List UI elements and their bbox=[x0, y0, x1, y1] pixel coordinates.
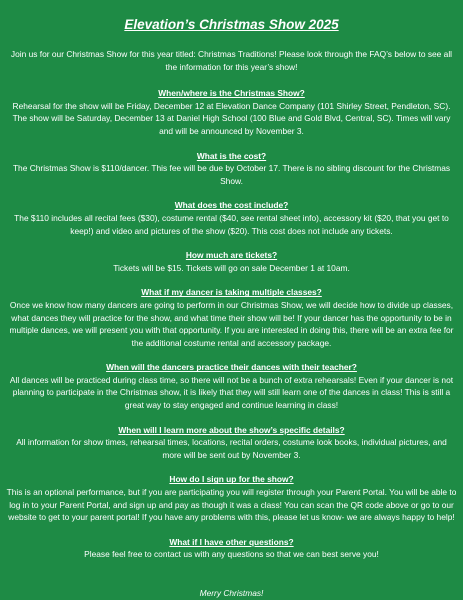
faq-answer: Once we know how many dancers are going to perform in our Christmas Show, we will decide how to divide up classes, what dances they will practice for the show, and what time their show will be! If your dancer has the opportunity to be in multiple dances, we will present you with that opportunity. If you are interested in doing this, there will be an extra fee for the additional costume rental and accessory package. bbox=[9, 299, 454, 348]
faq-answer: Tickets will be $15. Tickets will go on sale December 1 at 10am. bbox=[113, 262, 350, 273]
faq-section-cost-includes bbox=[6, 199, 457, 237]
faq-section-cost bbox=[6, 150, 457, 188]
faq-question: What is the cost? bbox=[196, 150, 267, 161]
faq-answer: All information for show times, rehearsal times, locations, recital orders, costume look books, individual pictures, and more will be sent out by November 3. bbox=[16, 437, 447, 460]
faq-section-practice bbox=[6, 361, 457, 411]
faq-answer: Please feel free to contact us with any questions so that we can best serve you! bbox=[84, 549, 379, 560]
faq-section-other-questions bbox=[6, 536, 457, 561]
faq-answer: The Christmas Show is $110/dancer. This fee will be due by October 17. There is no sibling discount for the Christmas Show. bbox=[12, 163, 451, 186]
faq-question: How much are tickets? bbox=[185, 250, 278, 261]
closing-greeting: Merry Christmas! bbox=[199, 588, 264, 598]
faq-answer: Rehearsal for the show will be Friday, December 12 at Elevation Dance Company (101 Shirley Street, Pendleton, SC). The show will be Saturday, December 13 at Daniel High School (100 Blue and Gold Blvd, Central, SC). Times will vary and will be announced by November 3. bbox=[12, 100, 451, 136]
faq-section-details bbox=[6, 424, 457, 462]
faq-section-tickets bbox=[6, 249, 457, 274]
faq-section-sign-up bbox=[6, 473, 457, 523]
intro-paragraph: Join us for our Christmas Show for this year titled: Christmas Traditions! Please look through the FAQ’s below to see all the information for this year’s show! bbox=[10, 49, 453, 72]
faq-answer: The $110 includes all recital fees ($30), costume rental ($40, see rental sheet info), accessory kit ($20, that you get to keep!) and video and pictures of the show ($20). This cost does not include any tickets. bbox=[14, 212, 449, 236]
document-title: Elevation’s Christmas Show 2025 bbox=[124, 17, 339, 32]
faq-question: When/where is the Christmas Show? bbox=[158, 88, 305, 99]
faq-section-when-where bbox=[6, 87, 457, 137]
faq-answer: All dances will be practiced during class time, so there will not be a bunch of extra rehearsals! Even if your dancer is not planning to participate in the Christmas show, it is likely that they will still learn one of the dances in class! This is still a great way to stay engaged and continue learning in class! bbox=[9, 374, 454, 411]
faq-answer: This is an optional performance, but if you are participating you will register through your Parent Portal. You will be able to log in to your Parent Portal, and sign up and pay as though it was a class! You can scan the QR code above or go to our website to get to your parent portal! If you have any problems with this, please let us know- we are always happy to help! bbox=[6, 487, 457, 523]
faq-section-multiple-classes bbox=[6, 286, 457, 349]
faq-question: When will the dancers practice their dances with their teacher? bbox=[106, 362, 357, 373]
faq-question: How do I sign up for the show? bbox=[169, 474, 294, 485]
faq-question: What if I have other questions? bbox=[169, 536, 294, 547]
faq-question: What if my dancer is taking multiple classes? bbox=[141, 287, 322, 298]
faq-question: When will I learn more about the show’s specific details? bbox=[118, 424, 345, 435]
faq-question: What does the cost include? bbox=[174, 200, 289, 211]
